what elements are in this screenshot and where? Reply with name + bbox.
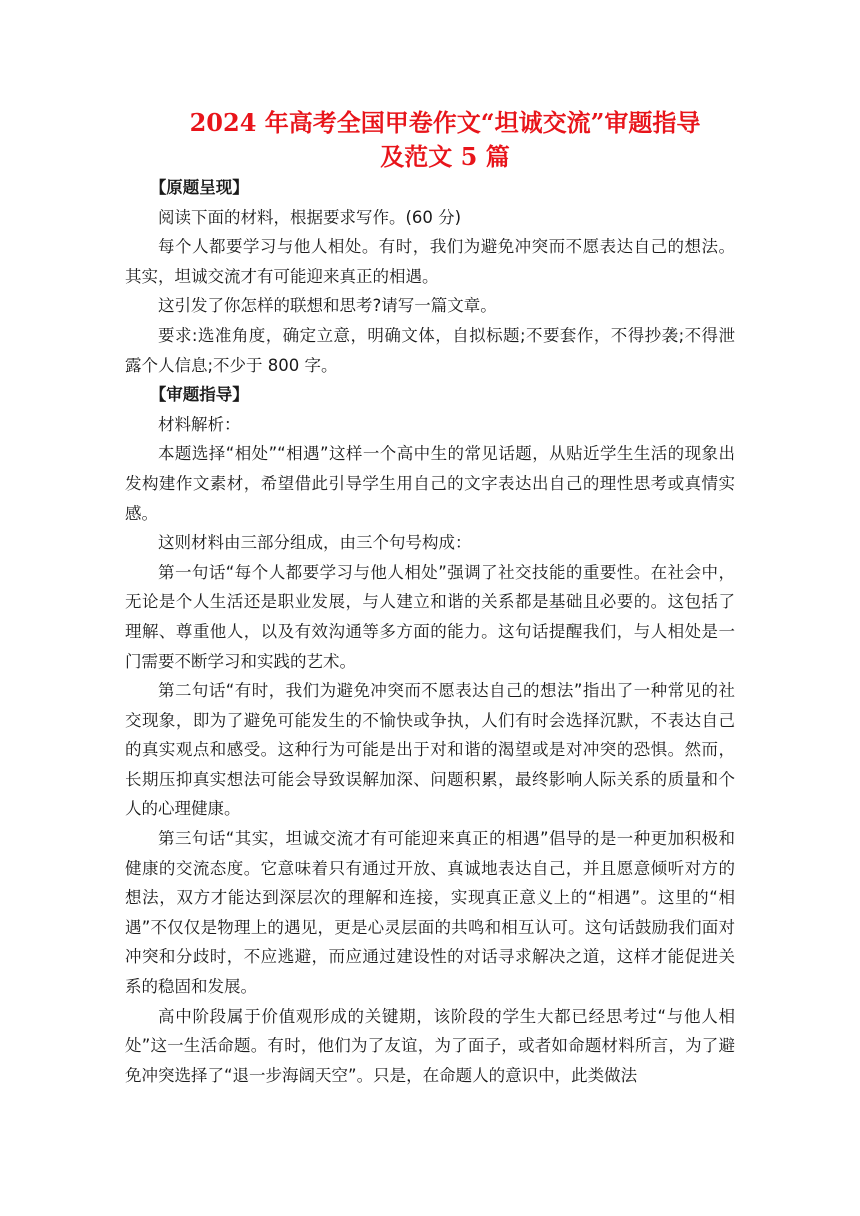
paragraph: 这则材料由三部分组成，由三个句号构成： [158, 533, 472, 553]
section-heading: 【审题指导】 [149, 385, 249, 405]
paragraph: 每个人都要学习与他人相处。有时，我们为避免冲突而不愿表达自己的想法。其实，坦诚交流才有可能迎来真正的相遇。 [125, 237, 735, 286]
paragraph: 第三句话“其实，坦诚交流才有可能迎来真正的相遇”倡导的是一种更加积极和健康的交流态度。它意味着只有通过开放、真诚地表达自己，并且愿意倾听对方的想法，双方才能达到深层次的理解和连接，实现真正意义上的“相遇”。这里的“相遇”不仅仅是物理上的遇见，更是心灵层面的共鸣和相互认可。这句话鼓励我们面对冲突和分歧时，不应逃避，而应通过建设性的对话寻求解决之道，这样才能促进关系的稳固和发展。 [125, 829, 735, 997]
section-heading: 【原题呈现】 [149, 178, 249, 197]
paragraph: 本题选择“相处”“相遇”这样一个高中生的常见话题，从贴近学生生活的现象出发构建作文素材，希望借此引导学生用自己的文字表达出自己的理性思考或真情实感。 [125, 444, 735, 523]
paragraph: 第二句话“有时，我们为避免冲突而不愿表达自己的想法”指出了一种常见的社交现象，即为了避免可能发生的不愉快或争执，人们有时会选择沉默，不表达自己的真实观点和感受。这种行为可能是出于对和谐的渴望或是对冲突的恐惧。然而，长期压抑真实想法可能会导致误解加深、问题积累，最终影响人际关系的质量和个人的心理健康。 [125, 681, 735, 819]
paragraph: 要求:选准角度，确定立意，明确文体，自拟标题;不要套作，不得抄袭;不得泄露个人信息;不少于 800 字。 [125, 325, 735, 375]
paragraph: 材料解析： [158, 414, 241, 434]
paragraph: 阅读下面的材料，根据要求写作。(60 分) [158, 207, 462, 227]
document-title-line-1: 2024 年高考全国甲卷作文“坦诚交流”审题指导 [189, 108, 701, 137]
document-title-line-2: 及范文 5 篇 [380, 142, 510, 171]
document-body [125, 173, 735, 1090]
paragraph: 高中阶段属于价值观形成的关键期，该阶段的学生大都已经思考过“与他人相处”这一生活命题。有时，他们为了友谊，为了面子，或者如命题材料所言，为了避免冲突选择了“退一步海阔天空”。只是，在命题人的意识中，此类做法 [125, 1006, 735, 1085]
paragraph: 这引发了你怎样的联想和思考?请写一篇文章。 [158, 296, 497, 316]
paragraph: 第一句话“每个人都要学习与他人相处”强调了社交技能的重要性。在社会中，无论是个人生活还是职业发展，与人建立和谐的关系都是基础且必要的。这包括了理解、尊重他人，以及有效沟通等多方面的能力。这句话提醒我们，与人相处是一门需要不断学习和实践的艺术。 [125, 562, 735, 671]
